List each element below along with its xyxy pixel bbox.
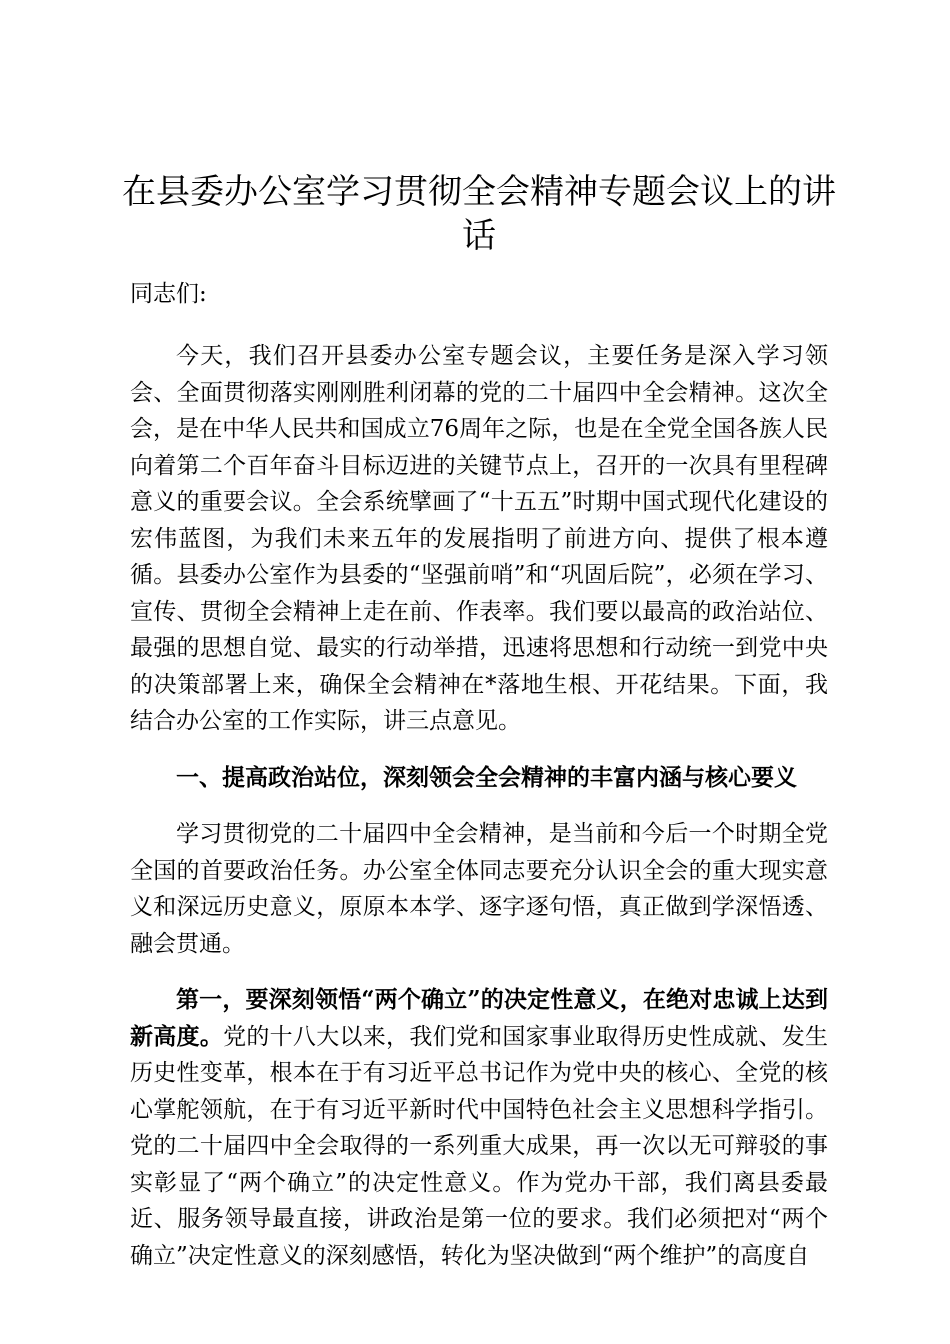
salutation: 同志们: bbox=[130, 281, 207, 307]
paragraph-point-1-body: 党的十八大以来，我们党和国家事业取得历史性成就、发生历史性变革，根本在于有习近平总书记作为党中央的核心、全党的核心掌舵领航，在于有习近平新时代中国特色社会主义思想科学指引。党的二十届四中全会取得的一系列重大成果，再一次以无可辩驳的事实彰显了“两个确立”的决定性意义。作为党办干部，我们离县委最近、服务领导最直接，讲政治是第一位的要求。我们必须把对“两个确立”决定性意义的深刻感悟，转化为坚决做到“两个维护”的高度自 bbox=[130, 1023, 829, 1269]
paragraph-point-1-lead: 第一，要深刻领悟“两个确立”的决定性意义，在绝对忠诚上达到新高度。 bbox=[130, 986, 828, 1050]
section-heading-1: 一、提高政治站位，深刻领会全会精神的丰富内涵与核心要义 bbox=[176, 763, 797, 791]
document-title: 在县委办公室学习贯彻全会精神专题会议上的讲话 bbox=[122, 172, 836, 256]
paragraph-section-1-intro: 学习贯彻党的二十届四中全会精神，是当前和今后一个时期全党全国的首要政治任务。办公室全体同志要充分认识全会的重大现实意义和深远历史意义，原原本本学、逐字逐句悟，真正做到学深悟透、融会贯通。 bbox=[130, 821, 828, 957]
paragraph-intro: 今天，我们召开县委办公室专题会议，主要任务是深入学习领会、全面贯彻落实刚刚胜利闭幕的党的二十届四中全会精神。这次全会，是在中华人民共和国成立76周年之际，也是在全党全国各族人民向着第二个百年奋斗目标迈进的关键节点上，召开的一次具有里程碑意义的重要会议。全会系统擘画了“十五五”时期中国式现代化建设的宏伟蓝图，为我们未来五年的发展指明了前进方向、提供了根本遵循。县委办公室作为县委的“坚强前哨”和“巩固后院”，必须在学习、宣传、贯彻全会精神上走在前、作表率。我们要以最高的政治站位、最强的思想自觉、最实的行动举措，迅速将思想和行动统一到党中央的决策部署上来，确保全会精神在*落地生根、开花结果。下面，我结合办公室的工作实际，讲三点意见。 bbox=[130, 343, 828, 734]
document-page bbox=[122, 170, 836, 1274]
paragraph-point-1 bbox=[130, 982, 828, 1274]
